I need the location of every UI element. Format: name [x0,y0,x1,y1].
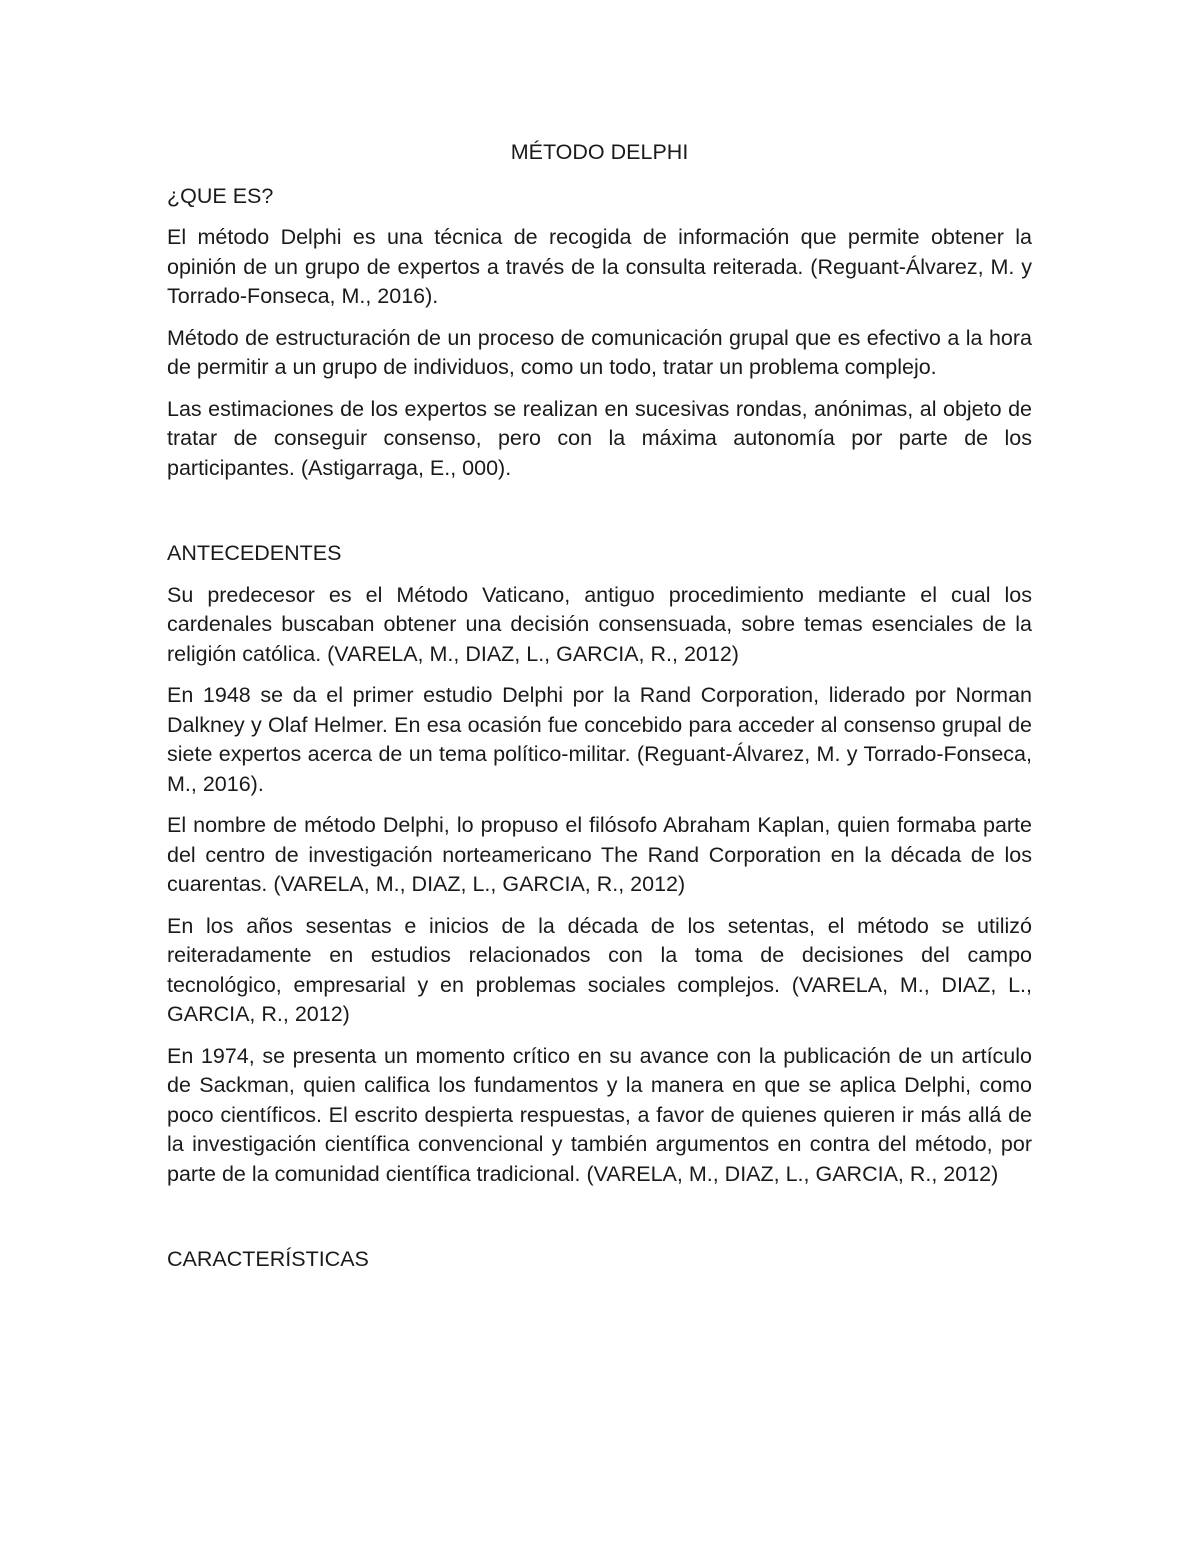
section-heading-caracteristicas: CARACTERÍSTICAS [167,1247,369,1271]
paragraph: Su predecesor es el Método Vaticano, antiguo procedimiento mediante el cual los cardenales buscaban obtener una decisión consensuada, sobre temas esenciales de la religión católica. (VARELA, M., DIAZ, L., GARCIA, R., 2012) [167,582,1032,666]
section-heading-antecedentes: ANTECEDENTES [167,541,342,565]
paragraph: Las estimaciones de los expertos se realizan en sucesivas rondas, anónimas, al objeto de tratar de conseguir consenso, pero con la máxima autonomía por parte de los participantes. (Astigarraga, E., 000). [167,396,1032,480]
paragraph: El nombre de método Delphi, lo propuso el filósofo Abraham Kaplan, quien formaba parte del centro de investigación norteamericano The Rand Corporation en la década de los cuarentas. (VARELA, M., DIAZ, L., GARCIA, R., 2012) [167,813,1032,896]
blank-line-spacer [167,1201,1032,1245]
section-heading-que-es: ¿QUE ES? [167,183,274,208]
document-body [167,138,1032,1287]
paragraph: En los años sesentas e inicios de la década de los setentas, el método se utilizó reiteradamente en estudios relacionados con la toma de decisiones del campo tecnológico, empresarial y en problemas sociales complejos. (VARELA, M., DIAZ, L., GARCIA, R., 2012) [167,913,1032,1026]
document-title: MÉTODO DELPHI [510,140,689,164]
paragraph: Método de estructuración de un proceso de comunicación grupal que es efectivo a la hora de permitir a un grupo de individuos, como un todo, tratar un problema complejo. [167,325,1032,379]
paragraph: En 1974, se presenta un momento crítico en su avance con la publicación de un artículo de Sackman, quien califica los fundamentos y la manera en que se aplica Delphi, como poco científicos. El escrito despierta respuestas, a favor de quienes quieren ir más allá de la investigación científica convencional y también argumentos en contra del método, por parte de la comunidad científica tradicional. (VARELA, M., DIAZ, L., GARCIA, R., 2012) [167,1043,1032,1186]
section-antecedentes [167,539,1032,1189]
section-que-es [167,182,1032,484]
paragraph: El método Delphi es una técnica de recogida de información que permite obtener la opinión de un grupo de expertos a través de la consulta reiterada. (Reguant-Álvarez, M. y Torrado-Fonseca, M., 2016). [167,225,1032,308]
section-caracteristicas [167,1245,1032,1275]
paragraph: En 1948 se da el primer estudio Delphi por la Rand Corporation, liderado por Norman Dalkney y Olaf Helmer. En esa ocasión fue concebido para acceder al consenso grupal de siete expertos acerca de un tema político-militar. (Reguant-Álvarez, M. y Torrado-Fonseca, M., 2016). [167,683,1032,796]
blank-line-spacer [167,495,1032,539]
